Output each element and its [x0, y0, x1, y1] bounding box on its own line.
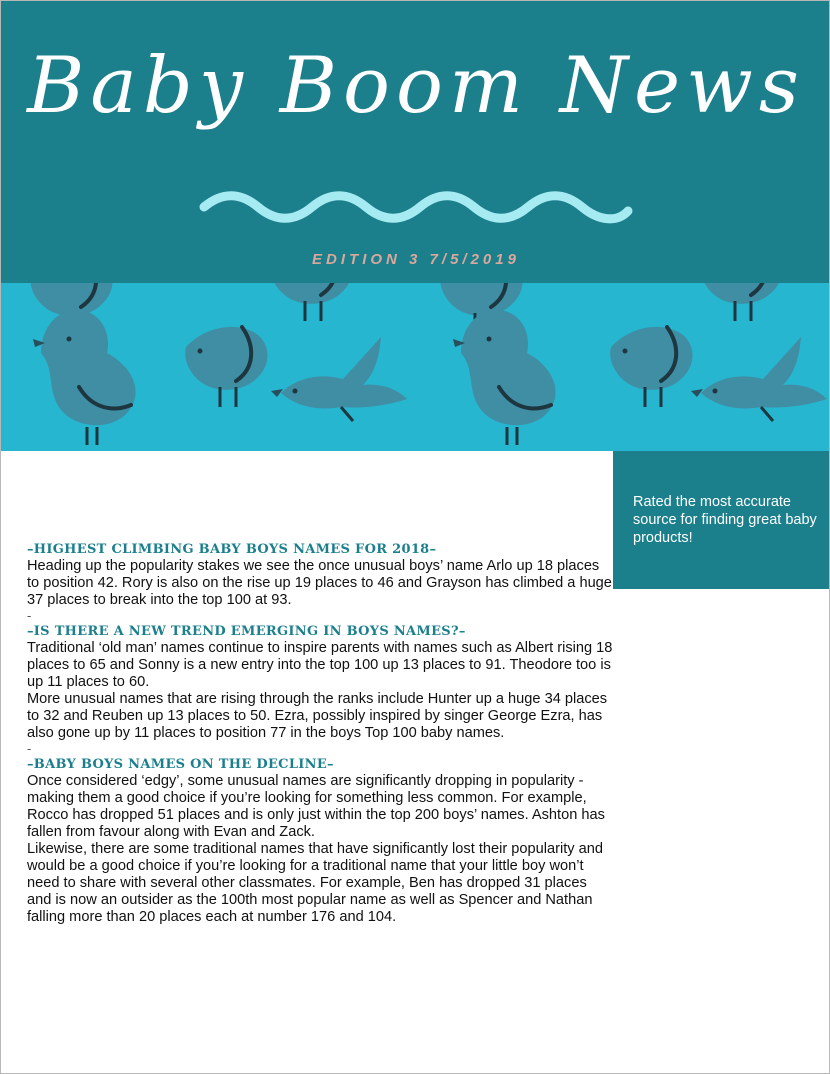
- section-paragraph: Traditional ‘old man’ names continue to inspire parents with names such as Albert rising 18 places to 65 and Sonny is a new entry into the top 100 up 13 places to 91. Theodore too is up 11 places to 60.: [27, 640, 613, 690]
- edition-label: EDITION 3 7/5/2019: [312, 251, 520, 268]
- section-paragraph: Once considered ‘edgy’, some unusual names are significantly dropping in popularity - making them a good choice if you’re looking for something less common. For example, Rocco has dropped 51 places and is only just within the top 200 boys’ names. Ashton has fallen from favour along with Evan and Zack.: [27, 773, 605, 840]
- promo-text: Rated the most accurate source for finding great baby products!: [633, 494, 817, 546]
- section-separator: -: [27, 608, 32, 623]
- wave-divider-icon: [196, 189, 636, 225]
- birds-pattern-banner: [1, 283, 830, 451]
- birds-illustration: [1, 283, 830, 451]
- section-separator: -: [27, 741, 32, 756]
- newsletter-title: Baby Boom News: [27, 41, 805, 131]
- section-paragraph: Heading up the popularity stakes we see the once unusual boys’ name Arlo up 18 places to position 42. Rory is also on the rise up 19 places to 46 and Grayson has climbed a huge 37 places to break into the top 100 at 93.: [27, 558, 612, 608]
- section-heading: –BABY BOYS NAMES ON THE DECLINE–: [27, 757, 334, 772]
- section-paragraph: Likewise, there are some traditional names that have significantly lost their popularity and would be a good choice if you’re looking for a traditional name that your little boy won’t need to share with several other classmates. For example, Ben has dropped 31 places and is now an outsider as the 100th most popular name as well as Spencer and Nathan falling more than 20 places each at number 176 and 104.: [27, 841, 603, 925]
- promo-box: [613, 451, 830, 589]
- section-heading: –IS THERE A NEW TREND EMERGING IN BOYS NAMES?–: [27, 624, 466, 639]
- article-body: [27, 541, 613, 926]
- section-heading: –HIGHEST CLIMBING BABY BOYS NAMES FOR 2018–: [27, 542, 437, 557]
- section-paragraph: More unusual names that are rising through the ranks include Hunter up a huge 34 places to 32 and Reuben up 13 places to 50. Ezra, possibly inspired by singer George Ezra, has also gone up by 11 places to position 77 in the boys Top 100 baby names.: [27, 691, 608, 741]
- header-banner: [1, 1, 830, 283]
